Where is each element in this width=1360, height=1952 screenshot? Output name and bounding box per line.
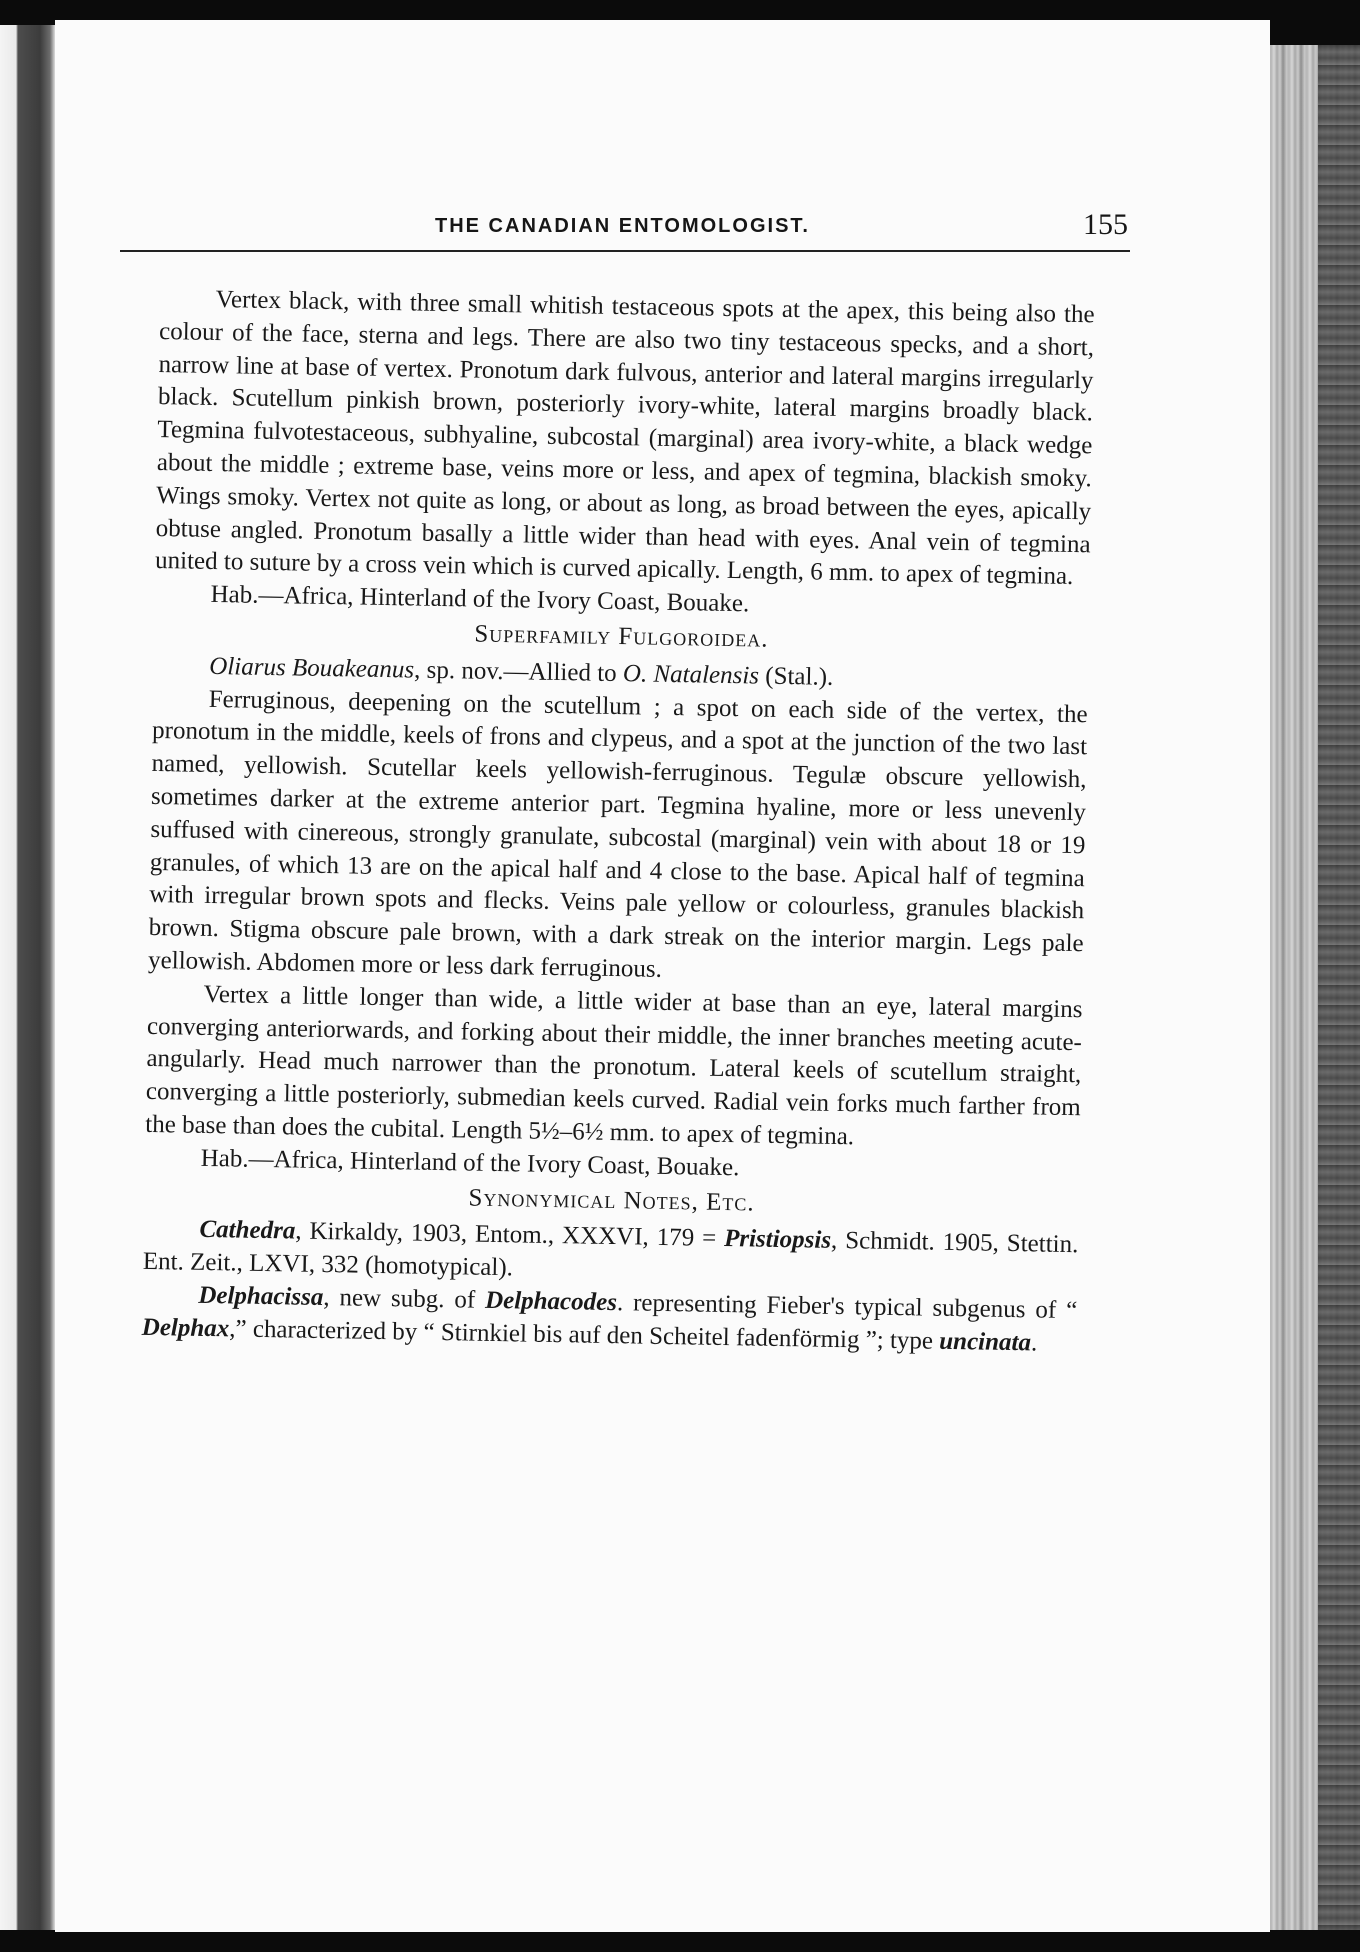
habitat-line-1: Hab.—Africa, Hinterland of the Ivory Coast, Bouake. xyxy=(210,581,750,618)
article-body xyxy=(141,283,1094,1361)
delphacissa-text-3: ,” characterized by “ Stirnkiel bis auf den Scheitel fadenförmig ”; type xyxy=(229,1315,940,1355)
delphacissa-text-1: , new subg. of xyxy=(323,1283,486,1314)
type-species: uncinata xyxy=(939,1327,1032,1357)
delphacissa-end: . xyxy=(1030,1329,1038,1357)
species-authority: (Stal.). xyxy=(758,662,834,691)
genus-delphacodes: Delphacodes xyxy=(484,1286,618,1317)
cathedra-citation: , Kirkaldy, 1903, Entom., XXXVI, 179 = xyxy=(295,1217,725,1253)
superfamily-name: Fulgoroidea. xyxy=(618,623,769,653)
genus-pristiopsis: Pristiopsis xyxy=(723,1225,832,1255)
habitat-line-2: Hab.—Africa, Hinterland of the Ivory Coast, Bouake. xyxy=(200,1144,740,1181)
subgenus-delphacissa: Delphacissa xyxy=(198,1281,324,1311)
running-head xyxy=(120,200,1140,250)
genus-cathedra: Cathedra xyxy=(199,1216,296,1245)
species-name: Oliarus Bouakeanus xyxy=(209,652,415,684)
book-spine-shadow xyxy=(1318,45,1360,1930)
journal-title: THE CANADIAN ENTOMOLOGIST. xyxy=(435,215,810,237)
book-left-edge xyxy=(0,25,55,1930)
delphacissa-text-2: . representing Fieber's typical subgenus of “ xyxy=(616,1289,1078,1325)
species-status: , sp. nov.—Allied to xyxy=(413,656,624,687)
description-paragraph-3: Vertex a little longer than wide, a little wider at base than an eye, lateral margins converging anteriorwards, and forking about their middle, the inner branches meeting acute-angularly. Head much narrower than the pronotum. Lateral keels of scutellum straight, converging a little posteriorly, submedian keels curved. Radial vein forks much farther from the base than does the cubital. Length 5½–6½ mm. to apex of tegmina. xyxy=(145,980,1083,1151)
header-rule xyxy=(120,250,1130,252)
pristiopsis-citation: , Schmidt. 1905, Stettin. Ent. Zeit., LXVI, 332 (homotypical). xyxy=(142,1227,1079,1282)
page-number: 155 xyxy=(1083,208,1128,241)
description-paragraph-2: Ferruginous, deepening on the scutellum ; a spot on each side of the vertex, the pronotum in the middle, keels of frons and clypeus, and a spot at the junction of the two last named, yellowish. Scutellar keels yellowish-ferruginous. Tegulæ obscure yellowish, sometimes darker at the extreme anterior part. Tegmina hyaline, more or less unevenly suffused with cinereous, strongly granulate, subcostal (marginal) vein with about 18 or 19 granules, of which 13 are on the apical half and 4 close to the base. Apical half of tegmina with irregular brown spots and flecks. Veins pale yellow or colourless, granules blackish brown. Stigma obscure pale brown, with a dark streak on the interior margin. Legs pale yellowish. Abdomen more or less dark ferruginous. xyxy=(147,685,1088,983)
description-paragraph-1: Vertex black, with three small whitish testaceous spots at the apex, this being also the colour of the face, sterna and legs. There are also two tiny testaceous specks, and a short, narrow line at base of vertex. Pronotum dark fulvous, anterior and lateral margins irregularly black. Scutellum pinkish brown, posteriorly ivory-white, lateral margins broadly black. Tegmina fulvotestaceous, subhyaline, subcostal (marginal) area ivory-white, a black wedge about the middle ; extreme base, veins more or less, and apex of tegmina, blackish smoky. Wings smoky. Vertex not quite as long, or about as long, as broad between the eyes, apically obtuse angled. Pronotum basally a little wider than head with eyes. Anal vein of tegmina united to suture by a cross vein which is curved apically. Length, 6 mm. to apex of tegmina. xyxy=(154,285,1095,591)
section-heading-prefix: Superfamily xyxy=(474,620,619,651)
allied-species: O. Natalensis xyxy=(622,659,760,690)
genus-delphax: Delphax xyxy=(141,1313,230,1343)
section-heading-synonymical: Synonymical Notes, Etc. xyxy=(468,1184,755,1217)
